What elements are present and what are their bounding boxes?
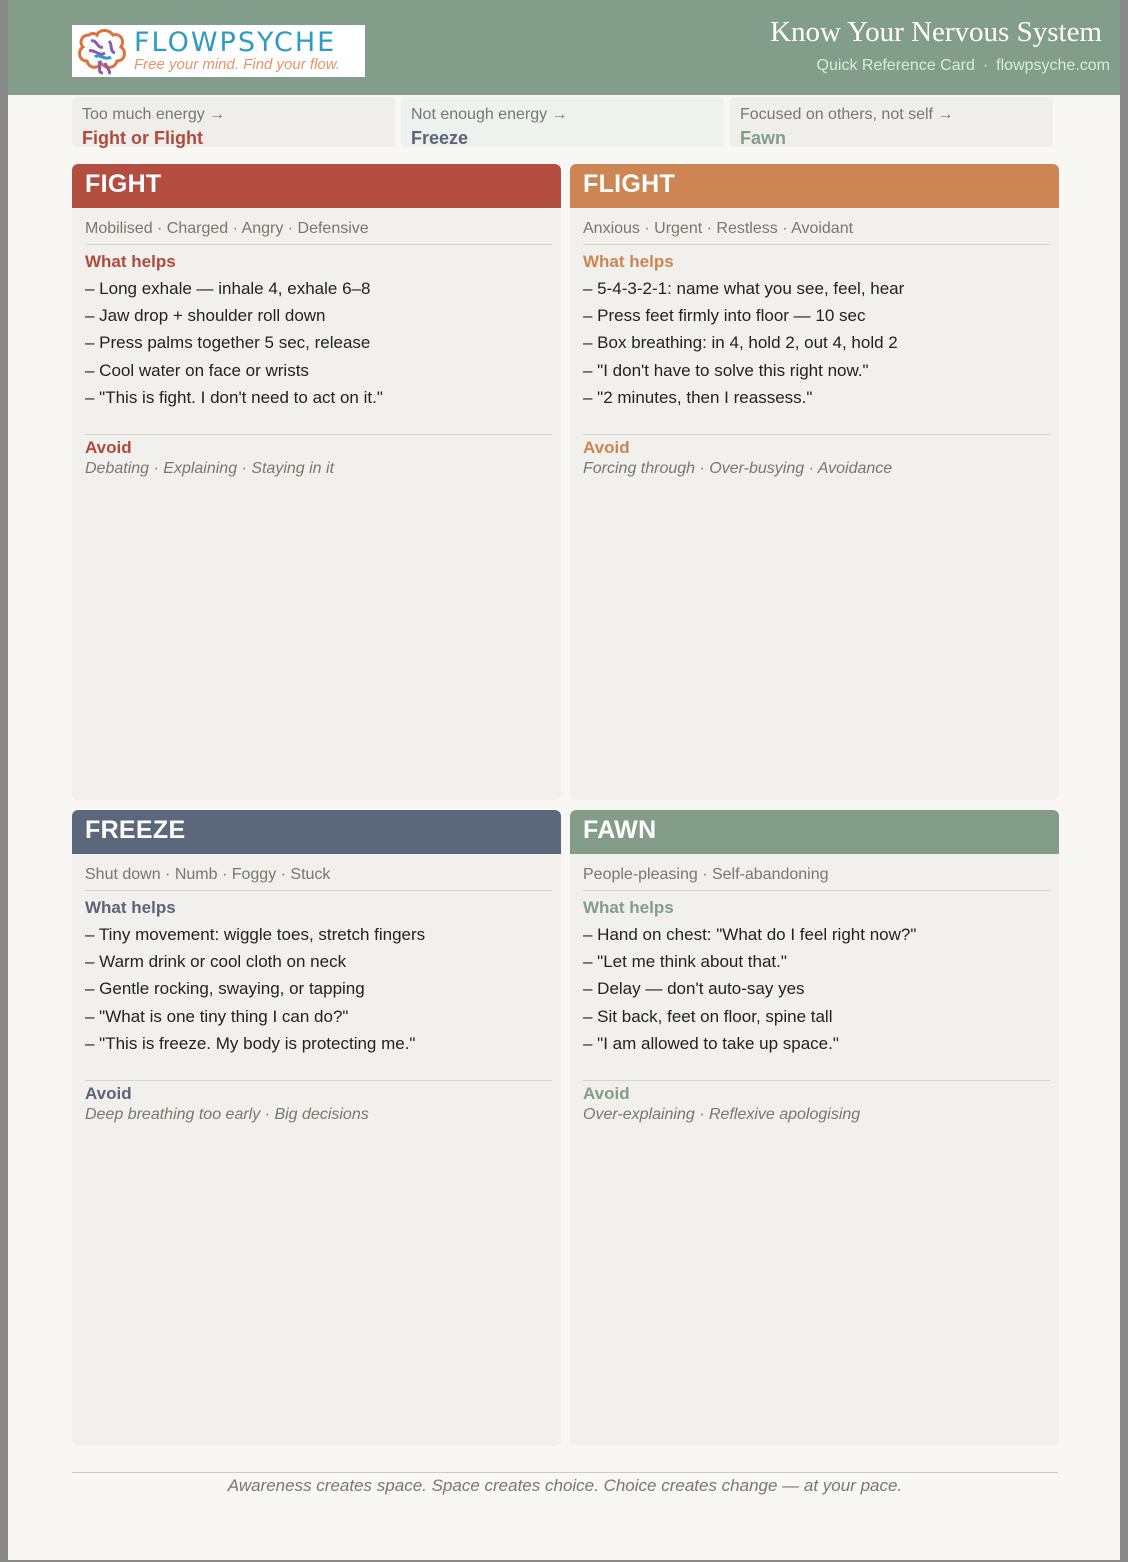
legend-condition: Focused on others, not self →: [740, 106, 954, 123]
card-header: [570, 164, 1059, 208]
card-freeze: [72, 810, 561, 1446]
list-item: – Gentle rocking, swaying, or tapping: [85, 979, 365, 999]
avoid-text: Forcing through · Over-busying · Avoidance: [583, 460, 893, 477]
legend-result: Fawn: [740, 128, 787, 148]
divider: [85, 1080, 552, 1081]
card-flight: [570, 164, 1059, 800]
card-title: FREEZE: [85, 816, 186, 844]
footer-divider: [72, 1472, 1058, 1473]
divider: [583, 434, 1050, 435]
divider: [583, 890, 1050, 891]
subtitle-separator: ·: [982, 57, 989, 74]
what-helps-heading: What helps: [85, 252, 176, 271]
divider: [85, 434, 552, 435]
divider: [583, 244, 1050, 245]
brand-name: FLOWPSYCHE: [134, 27, 337, 58]
avoid-heading: Avoid: [85, 438, 132, 457]
list-item: – Box breathing: in 4, hold 2, out 4, hold 2: [583, 333, 898, 353]
list-item: – Jaw drop + shoulder roll down: [85, 306, 326, 326]
list-item: – Press palms together 5 sec, release: [85, 333, 371, 353]
brand-tagline: Free your mind. Find your flow.: [134, 56, 340, 73]
list-item: – Tiny movement: wiggle toes, stretch fingers: [85, 925, 426, 944]
card-header: [570, 810, 1059, 854]
avoid-text: Deep breathing too early · Big decisions: [85, 1106, 369, 1123]
card-traits: People-pleasing · Self-abandoning: [583, 866, 829, 883]
avoid-heading: Avoid: [583, 438, 630, 457]
card-title: FAWN: [583, 816, 657, 844]
list-item: – "2 minutes, then I reassess.": [583, 387, 813, 407]
card-title: FIGHT: [85, 170, 162, 198]
legend-condition: Too much energy →: [82, 106, 226, 123]
legend-result: Freeze: [411, 128, 469, 148]
divider: [85, 244, 552, 245]
flowpsyche-logo: [72, 25, 365, 77]
list-item: – 5-4-3-2-1: name what you see, feel, hear: [583, 279, 905, 298]
avoid-text: Over-explaining · Reflexive apologising: [583, 1106, 861, 1123]
avoid-heading: Avoid: [85, 1084, 132, 1103]
what-helps-list: [583, 924, 916, 1060]
what-helps-list: [85, 278, 383, 414]
list-item: – Cool water on face or wrists: [85, 360, 309, 380]
legend-item-freeze: [401, 97, 724, 147]
list-item: – "Let me think about that.": [583, 952, 787, 972]
footer-quote: Awareness creates space. Space creates choice. Choice creates change — at your pace.: [227, 1476, 903, 1495]
card-traits: Anxious · Urgent · Restless · Avoidant: [583, 220, 854, 237]
legend-item-fawn: [730, 97, 1053, 147]
card-fawn: [570, 810, 1059, 1446]
list-item: – Hand on chest: "What do I feel right now?": [583, 925, 917, 944]
list-item: – "What is one tiny thing I can do?": [85, 1006, 349, 1026]
page-subtitle: [817, 57, 1110, 75]
divider: [583, 1080, 1050, 1081]
what-helps-heading: What helps: [85, 898, 176, 917]
card-header: [72, 164, 561, 208]
legend-item-fight-or-flight: [72, 97, 395, 147]
card-title: FLIGHT: [583, 170, 676, 198]
card-traits: Shut down · Numb · Foggy · Stuck: [85, 866, 331, 883]
what-helps-heading: What helps: [583, 252, 674, 271]
list-item: – Long exhale — inhale 4, exhale 6–8: [85, 279, 371, 298]
list-item: – Sit back, feet on floor, spine tall: [583, 1006, 833, 1026]
card-fight: [72, 164, 561, 800]
divider: [85, 890, 552, 891]
what-helps-list: [85, 924, 425, 1060]
what-helps-heading: What helps: [583, 898, 674, 917]
avoid-text: Debating · Explaining · Staying in it: [85, 460, 335, 477]
list-item: – "I am allowed to take up space.": [583, 1033, 839, 1053]
brain-icon: [75, 27, 133, 75]
avoid-heading: Avoid: [583, 1084, 630, 1103]
legend-result: Fight or Flight: [82, 128, 203, 148]
reference-card-page: [8, 0, 1120, 1560]
subtitle-text: Quick Reference Card: [816, 57, 975, 74]
card-header: [72, 810, 561, 854]
list-item: – "I don't have to solve this right now.": [583, 360, 869, 380]
list-item: – Press feet firmly into floor — 10 sec: [583, 306, 866, 326]
card-traits: Mobilised · Charged · Angry · Defensive: [85, 220, 369, 237]
list-item: – "This is fight. I don't need to act on it.": [85, 387, 383, 407]
header-banner: [8, 0, 1120, 95]
legend-condition: Not enough energy →: [411, 106, 568, 123]
website-link[interactable]: flowpsyche.com: [996, 57, 1110, 74]
list-item: – Warm drink or cool cloth on neck: [85, 952, 347, 972]
list-item: – "This is freeze. My body is protecting me.": [85, 1033, 416, 1053]
list-item: – Delay — don't auto-say yes: [583, 979, 805, 999]
page-title: Know Your Nervous System: [770, 16, 1102, 48]
what-helps-list: [583, 278, 904, 414]
